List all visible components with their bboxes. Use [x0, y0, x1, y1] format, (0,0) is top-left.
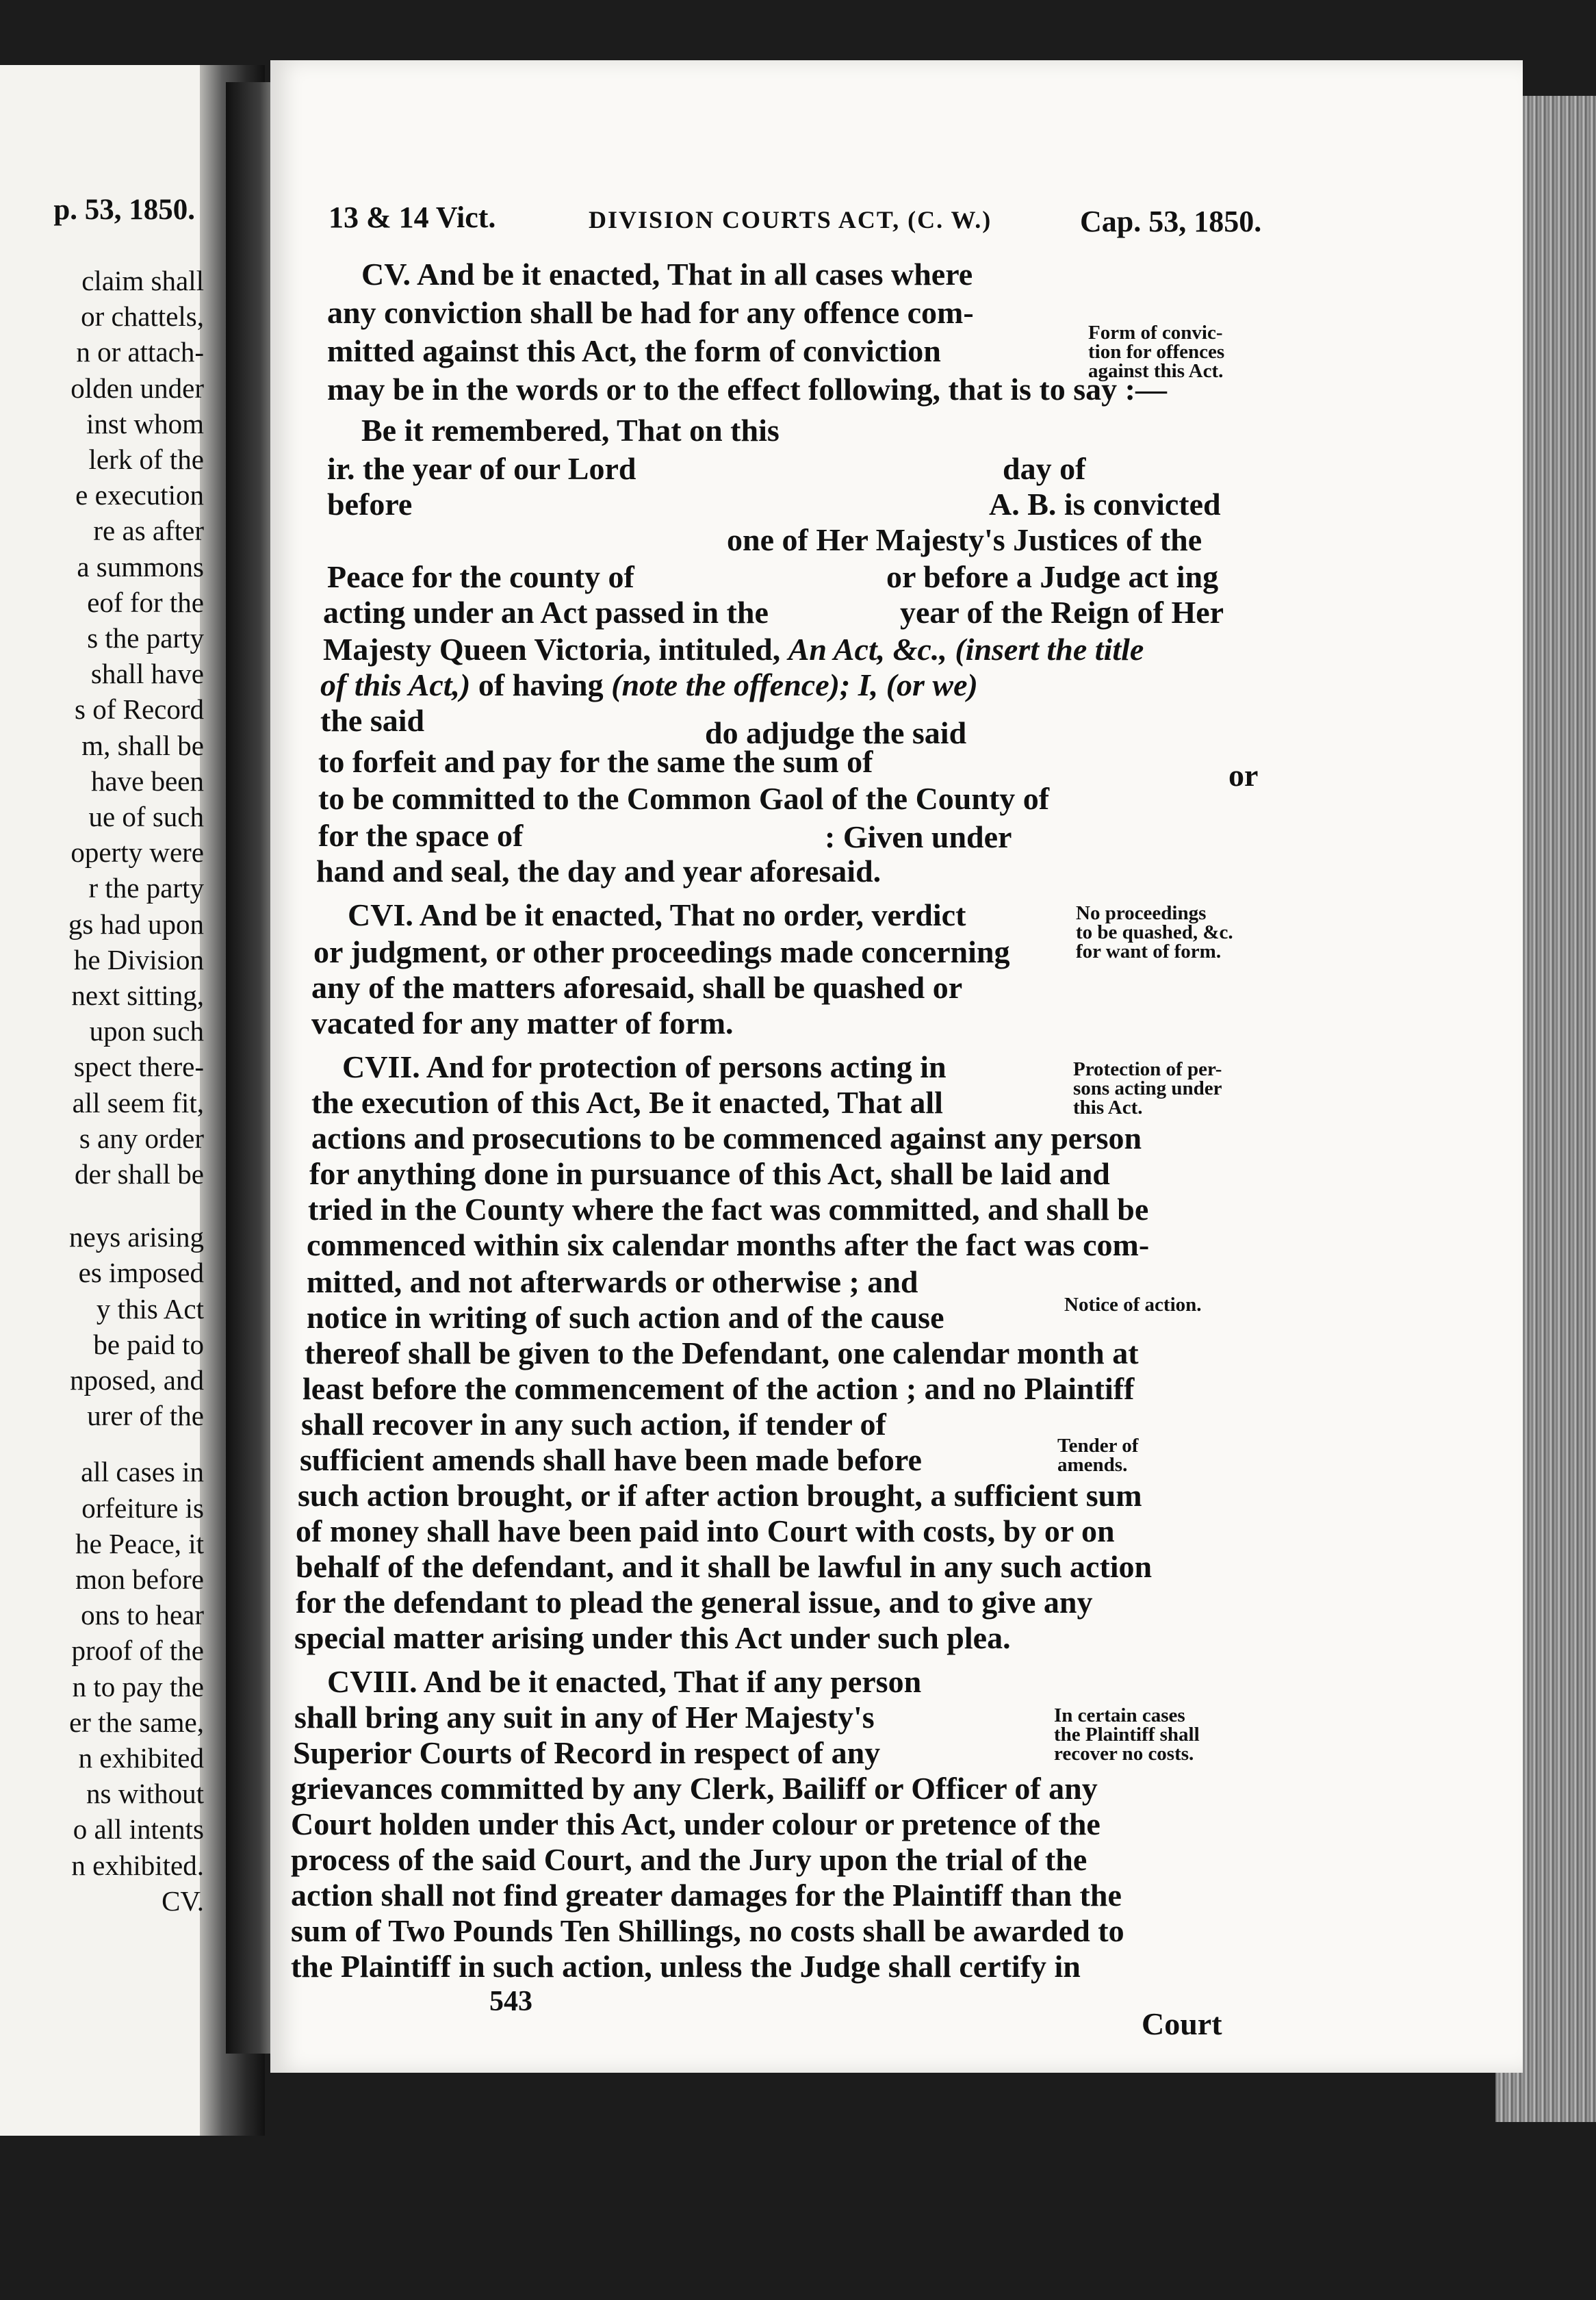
marginal-note-tender-of-amends: Tender of amends. — [1057, 1435, 1139, 1476]
section-cvii-line: thereof shall be given to the Defendant, one calendar month at — [305, 1336, 1139, 1370]
previous-page-line: orfeiture is — [81, 1492, 204, 1524]
previous-page-line: urer of the — [87, 1400, 204, 1431]
form-line: to forfeit and pay for the same the sum of — [318, 744, 873, 779]
previous-page-line: operty were — [70, 836, 204, 868]
form-line: of this Act,) of having (note the offence); I, (or we) — [320, 667, 978, 702]
header-title: DIVISION COURTS ACT, (C. W.) — [589, 206, 992, 233]
previous-page-line: der shall be — [75, 1158, 204, 1190]
form-line: Peace for the county of — [327, 559, 634, 594]
section-cvii-line: least before the commencement of the action ; and no Plaintiff — [303, 1371, 1135, 1406]
catchword: Court — [1142, 2006, 1222, 2041]
previous-page-line: nposed, and — [70, 1364, 204, 1396]
form-line: or before a Judge act ing — [886, 559, 1219, 594]
previous-page-line: shall have — [90, 658, 204, 689]
previous-page-line: y this Act — [96, 1293, 204, 1325]
previous-page-line: claim shall — [81, 265, 204, 296]
previous-page-line: es imposed — [78, 1257, 204, 1288]
marginal-note-notice-of-action: Notice of action. — [1064, 1294, 1202, 1316]
form-line: year of the Reign of Her — [900, 595, 1224, 630]
previous-page-line: ue of such — [88, 801, 204, 832]
form-line: Be it remembered, That on this — [361, 413, 780, 448]
previous-page-line: n exhibited. — [71, 1850, 204, 1881]
section-cv-line: may be in the words or to the effect following, that is to say :— — [327, 372, 1167, 407]
section-cvi-line: vacated for any matter of form. — [311, 1006, 734, 1040]
section-cvi-line: any of the matters aforesaid, shall be quashed or — [311, 970, 963, 1005]
previous-page-line: or chattels, — [81, 301, 204, 332]
previous-page-line: m, shall be — [81, 730, 204, 761]
previous-page-line: n to pay the — [72, 1671, 204, 1702]
previous-page-line: e execution — [75, 479, 204, 511]
previous-page-line: next sitting, — [71, 980, 204, 1011]
form-line: one of Her Majesty's Justices of the — [727, 522, 1202, 557]
section-cvii-line: actions and prosecutions to be commenced against any person — [311, 1121, 1142, 1155]
form-line: or — [1228, 758, 1259, 793]
form-line: hand and seal, the day and year aforesaid. — [316, 854, 881, 889]
section-cviii-line: action shall not find greater damages for the Plaintiff than the — [291, 1878, 1122, 1913]
previous-page-line: he Peace, it — [75, 1528, 204, 1559]
section-cvii-line: of money shall have been paid into Court with costs, by or on — [296, 1513, 1115, 1548]
previous-page-line: mon before — [75, 1563, 204, 1595]
section-cv-line: mitted against this Act, the form of conviction — [327, 333, 941, 368]
header-regnal-year: 13 & 14 Vict. — [329, 201, 496, 234]
marginal-note-protection-of-persons: Protection of per- sons acting under this Act. — [1073, 1058, 1222, 1119]
previous-page-header: p. 53, 1850. — [53, 194, 195, 226]
form-line: the said — [320, 703, 425, 738]
section-cvi-line: or judgment, or other proceedings made concerning — [313, 934, 1010, 969]
section-cv-line: any conviction shall be had for any offence com- — [327, 295, 974, 330]
previous-page-line: he Division — [73, 944, 204, 975]
previous-page-line: n or attach- — [76, 336, 204, 368]
section-cviii-line: the Plaintiff in such action, unless the Judge shall certify in — [291, 1949, 1081, 1984]
section-cvii-line: shall recover in any such action, if tender of — [301, 1407, 886, 1442]
previous-page-line: olden under — [70, 372, 204, 404]
form-line: for the space of — [318, 818, 524, 853]
section-cviii-line: CVIII. And be it enacted, That if any person — [327, 1664, 922, 1699]
section-cviii-line: Court holden under this Act, under colour or pretence of the — [291, 1806, 1101, 1841]
previous-page-line: s of Record — [74, 693, 204, 725]
section-cvi-line: CVI. And be it enacted, That no order, verdict — [348, 897, 966, 932]
form-line: A. B. is convicted — [989, 487, 1221, 522]
previous-page-line: r the party — [88, 872, 204, 904]
previous-page-line: ons to hear — [81, 1599, 204, 1631]
previous-page-line: eof for the — [87, 587, 204, 618]
previous-page-line: be paid to — [93, 1329, 204, 1360]
section-cvii-line: behalf of the defendant, and it shall be lawful in any such action — [296, 1549, 1153, 1584]
previous-page-line: all cases in — [81, 1456, 204, 1487]
previous-page-line: have been — [90, 765, 204, 797]
marginal-note-plaintiff-no-costs: In certain cases the Plaintiff shall recover no costs. — [1054, 1704, 1200, 1765]
section-cvii-line: the execution of this Act, Be it enacted, That all — [311, 1085, 943, 1120]
section-cviii-line: Superior Courts of Record in respect of any — [293, 1735, 881, 1770]
section-cvii-line: tried in the County where the fact was committed, and shall be — [308, 1192, 1149, 1227]
section-cvii-line: such action brought, or if after action brought, a sufficient sum — [298, 1478, 1142, 1513]
previous-page-line: gs had upon — [68, 908, 204, 940]
marginal-note-no-proceedings-quashed: No proceedings to be quashed, &c. for want of form. — [1076, 902, 1233, 962]
form-line: to be committed to the Common Gaol of the County of — [318, 781, 1050, 816]
form-line: do adjudge the said — [705, 715, 967, 750]
form-line: acting under an Act passed in the — [323, 595, 769, 630]
form-line: day of — [1003, 451, 1086, 486]
header-chapter: Cap. 53, 1850. — [1080, 205, 1262, 238]
section-cv-line: CV. And be it enacted, That in all cases where — [361, 257, 973, 292]
section-cvii-line: notice in writing of such action and of the cause — [307, 1300, 944, 1335]
previous-page-line: proof of the — [71, 1635, 204, 1666]
form-line: before — [327, 487, 413, 522]
previous-page-line: upon such — [89, 1015, 204, 1047]
section-cviii-line: shall bring any suit in any of Her Majesty's — [294, 1700, 875, 1735]
marginal-note-form-of-conviction: Form of convic- tion for offences against this Act. — [1088, 322, 1225, 382]
previous-page-line: o all intents — [73, 1813, 204, 1845]
previous-page-line: s any order — [79, 1123, 204, 1154]
form-line: ir. the year of our Lord — [327, 451, 636, 486]
previous-page-line: ns without — [86, 1778, 204, 1809]
section-cvii-line: for the defendant to plead the general issue, and to give any — [296, 1585, 1093, 1620]
section-cvii-line: for anything done in pursuance of this Act, shall be laid and — [309, 1156, 1110, 1191]
previous-page-line: all seem fit, — [72, 1087, 204, 1119]
form-line: Majesty Queen Victoria, intituled, An Act, &c., (insert the title — [323, 632, 1144, 667]
previous-page-line: inst whom — [86, 408, 204, 439]
previous-page-line: a summons — [77, 551, 204, 583]
section-cvii-line: special matter arising under this Act under such plea. — [294, 1620, 1011, 1655]
previous-page-line: spect there- — [73, 1051, 204, 1082]
section-cvii-line: sufficient amends shall have been made before — [300, 1442, 922, 1477]
previous-page-line: er the same, — [69, 1707, 204, 1738]
section-cviii-line: grievances committed by any Clerk, Bailiff or Officer of any — [291, 1771, 1098, 1806]
section-cvii-line: CVII. And for protection of persons acting in — [342, 1049, 947, 1084]
previous-page-line: CV. — [162, 1885, 204, 1917]
previous-page-line: lerk of the — [88, 444, 204, 475]
previous-page-line: re as after — [93, 515, 204, 546]
section-cvii-line: commenced within six calendar months after the fact was com- — [307, 1227, 1150, 1262]
section-cvii-line: mitted, and not afterwards or otherwise ; and — [307, 1264, 918, 1299]
previous-page-line: neys arising — [69, 1221, 204, 1253]
section-cviii-line: process of the said Court, and the Jury upon the trial of the — [291, 1842, 1087, 1877]
section-cviii-line: sum of Two Pounds Ten Shillings, no costs shall be awarded to — [291, 1913, 1124, 1948]
previous-page-line: s the party — [87, 622, 204, 654]
page-number: 543 — [489, 1986, 532, 2017]
previous-page-line: n exhibited — [78, 1742, 204, 1774]
form-line: : Given under — [825, 819, 1012, 854]
